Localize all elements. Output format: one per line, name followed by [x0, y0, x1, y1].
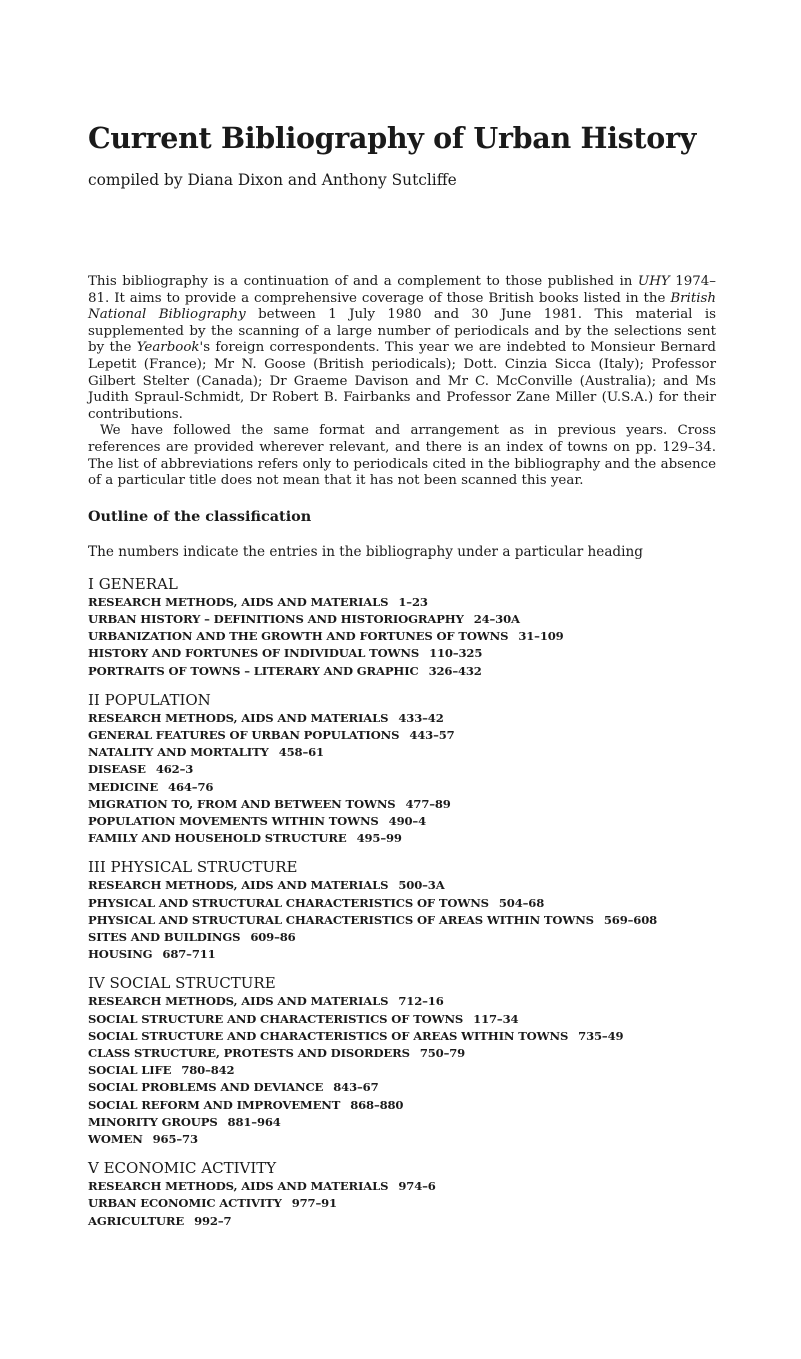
classification-entry	[88, 1079, 716, 1096]
entry-label: PORTRAITS OF TOWNS – LITERARY AND GRAPHIC	[88, 663, 419, 678]
classification-entry	[88, 929, 716, 946]
intro-text: between 1 July 1980 and 30 June 1981. This material is supplemented by the scanning of a large number of periodicals and by the selections sent by the	[88, 307, 716, 356]
entry-range: 780–842	[181, 1063, 235, 1078]
classification-entry	[88, 877, 716, 894]
entry-label: MIGRATION TO, FROM AND BETWEEN TOWNS	[88, 796, 396, 811]
entry-label: PHYSICAL AND STRUCTURAL CHARACTERISTICS OF AREAS WITHIN TOWNS	[88, 912, 594, 927]
entry-label: WOMEN	[88, 1132, 143, 1146]
entry-label: AGRICULTURE	[88, 1213, 185, 1228]
entry-range: 462–3	[155, 762, 194, 777]
entry-label: MEDICINE	[88, 779, 159, 794]
entry-range: 992–7	[194, 1213, 232, 1228]
entry-range: 965–73	[152, 1132, 198, 1146]
entry-range: 609–86	[250, 929, 296, 944]
classification-entry	[88, 946, 716, 963]
intro-paragraph-1	[88, 274, 716, 423]
classification-entry	[88, 663, 716, 680]
outline-note: The numbers indicate the entries in the bibliography under a particular heading	[88, 543, 643, 560]
entry-label: RESEARCH METHODS, AIDS AND MATERIALS	[88, 1179, 389, 1194]
group-title: I GENERAL	[88, 574, 178, 593]
classification-entry	[88, 779, 716, 796]
classification-entry	[88, 1045, 716, 1062]
entry-label: SOCIAL STRUCTURE AND CHARACTERISTICS OF TOWNS	[88, 1011, 464, 1026]
entry-label: FAMILY AND HOUSEHOLD STRUCTURE	[88, 831, 347, 846]
intro-text: 1974–81. It aims to provide a comprehensive coverage of those British books listed in the	[88, 274, 716, 306]
classification-entry	[88, 628, 716, 645]
classification-entry	[88, 727, 716, 744]
entry-label: URBAN ECONOMIC ACTIVITY	[88, 1196, 282, 1211]
entry-label: HOUSING	[88, 947, 153, 962]
classification-entry	[88, 1011, 716, 1028]
entry-label: RESEARCH METHODS, AIDS AND MATERIALS	[88, 710, 389, 725]
entry-range: 24–30A	[473, 611, 520, 626]
entry-label: SOCIAL LIFE	[88, 1063, 172, 1078]
outline-heading: Outline of the classification	[88, 507, 312, 525]
classification-entry	[88, 1178, 716, 1195]
entry-range: 458–61	[278, 745, 324, 760]
entry-range: 31–109	[518, 629, 564, 644]
entry-label: RESEARCH METHODS, AIDS AND MATERIALS	[88, 878, 389, 893]
classification-entry	[88, 796, 716, 813]
entry-range: 735–49	[578, 1028, 624, 1043]
classification-entry	[88, 895, 716, 912]
entry-range: 326–432	[428, 663, 482, 678]
classification-entry	[88, 1062, 716, 1079]
entry-label: CLASS STRUCTURE, PROTESTS AND DISORDERS	[88, 1045, 410, 1060]
entry-label: GENERAL FEATURES OF URBAN POPULATIONS	[88, 727, 400, 742]
entry-range: 117–34	[473, 1011, 519, 1026]
classification-entry	[88, 761, 716, 778]
group-title: IV SOCIAL STRUCTURE	[88, 974, 276, 993]
classification-entry	[88, 710, 716, 727]
group-title: III PHYSICAL STRUCTURE	[88, 858, 298, 877]
entry-label: NATALITY AND MORTALITY	[88, 745, 269, 760]
entry-range: 464–76	[168, 779, 214, 794]
classification-entry	[88, 912, 716, 929]
entry-label: URBANIZATION AND THE GROWTH AND FORTUNES OF TOWNS	[88, 629, 509, 644]
classification-entry	[88, 1131, 716, 1148]
classification-group	[88, 974, 716, 1148]
classification-entry	[88, 611, 716, 628]
classification-entry	[88, 1028, 716, 1045]
classification-entry	[88, 993, 716, 1010]
introduction	[88, 274, 716, 490]
classification-entry	[88, 1213, 716, 1230]
entry-range: 500–3A	[398, 878, 445, 893]
entry-label: MINORITY GROUPS	[88, 1114, 218, 1129]
entry-range: 750–79	[419, 1045, 466, 1060]
page-title: Current Bibliography of Urban History	[88, 121, 696, 155]
entry-label: RESEARCH METHODS, AIDS AND MATERIALS	[88, 594, 389, 609]
intro-text: 's foreign correspondents. This year we are indebted to Monsieur Bernard Lepetit (France); Mr N. Goose (British periodicals); Dott. Cinzia Sicca (Italy); Professor Gilbert Stelter (Canada); Dr Graeme Davison and Mr C. McConville (Australia); and Ms Judith Spraul-Schmidt, Dr Robert B. Fairbanks and Professor Zane Miller (U.S.A.) for their contributions.	[88, 340, 716, 422]
entry-range: 843–67	[333, 1080, 379, 1095]
intro-paragraph-2: We have followed the same format and arrangement as in previous years. Cross references are provided wherever relevant, and there is an index of towns on pp. 129–34. The list of abbreviations refers only to periodicals cited in the bibliography and the absence of a particular title does not mean that it has not been scanned this year.	[88, 423, 716, 489]
entry-range: 881–964	[227, 1114, 281, 1129]
entry-label: HISTORY AND FORTUNES OF INDIVIDUAL TOWNS	[88, 646, 420, 661]
entry-range: 712–16	[398, 994, 444, 1009]
entry-label: PHYSICAL AND STRUCTURAL CHARACTERISTICS OF TOWNS	[88, 895, 489, 910]
intro-text: This bibliography is a continuation of and a complement to those published in	[88, 274, 638, 289]
classification-entry	[88, 813, 716, 830]
entry-label: POPULATION MOVEMENTS WITHIN TOWNS	[88, 813, 379, 828]
entry-range: 687–711	[162, 947, 216, 962]
byline: compiled by Diana Dixon and Anthony Sutcliffe	[88, 171, 457, 189]
entry-range: 868–880	[350, 1097, 404, 1112]
entry-range: 504–68	[498, 895, 545, 910]
entry-range: 110–325	[429, 646, 483, 661]
classification-entry	[88, 1097, 716, 1114]
classification-entry	[88, 744, 716, 761]
entry-range: 977–91	[291, 1196, 337, 1211]
classification-outline	[88, 575, 716, 1230]
intro-italic-bnb: British National Bibliography	[88, 290, 716, 323]
entry-range: 974–6	[398, 1179, 436, 1194]
entry-range: 477–89	[405, 796, 451, 811]
entry-label: RESEARCH METHODS, AIDS AND MATERIALS	[88, 994, 389, 1009]
entry-range: 433–42	[398, 710, 444, 725]
classification-entry	[88, 1195, 716, 1212]
entry-range: 569–608	[603, 912, 658, 927]
group-title: II POPULATION	[88, 690, 211, 709]
entry-range: 1–23	[398, 594, 428, 609]
group-title: V ECONOMIC ACTIVITY	[88, 1159, 277, 1178]
classification-entry	[88, 645, 716, 662]
intro-italic-yearbook: Yearbook	[136, 340, 200, 356]
entry-label: SOCIAL REFORM AND IMPROVEMENT	[88, 1097, 341, 1112]
entry-range: 443–57	[409, 727, 455, 742]
intro-italic-uhy: UHY	[637, 274, 670, 289]
entry-range: 495–99	[356, 831, 402, 846]
classification-group	[88, 575, 716, 680]
entry-label: SITES AND BUILDINGS	[88, 929, 241, 944]
entry-label: SOCIAL STRUCTURE AND CHARACTERISTICS OF AREAS WITHIN TOWNS	[88, 1028, 569, 1043]
classification-entry	[88, 830, 716, 847]
classification-group	[88, 858, 716, 963]
classification-entry	[88, 594, 716, 611]
entry-label: SOCIAL PROBLEMS AND DEVIANCE	[88, 1080, 324, 1095]
classification-group	[88, 1159, 716, 1230]
classification-group	[88, 691, 716, 848]
entry-range: 490–4	[388, 813, 426, 828]
classification-entry	[88, 1114, 716, 1131]
entry-label: DISEASE	[88, 762, 146, 777]
entry-label: URBAN HISTORY – DEFINITIONS AND HISTORIOGRAPHY	[88, 611, 464, 626]
